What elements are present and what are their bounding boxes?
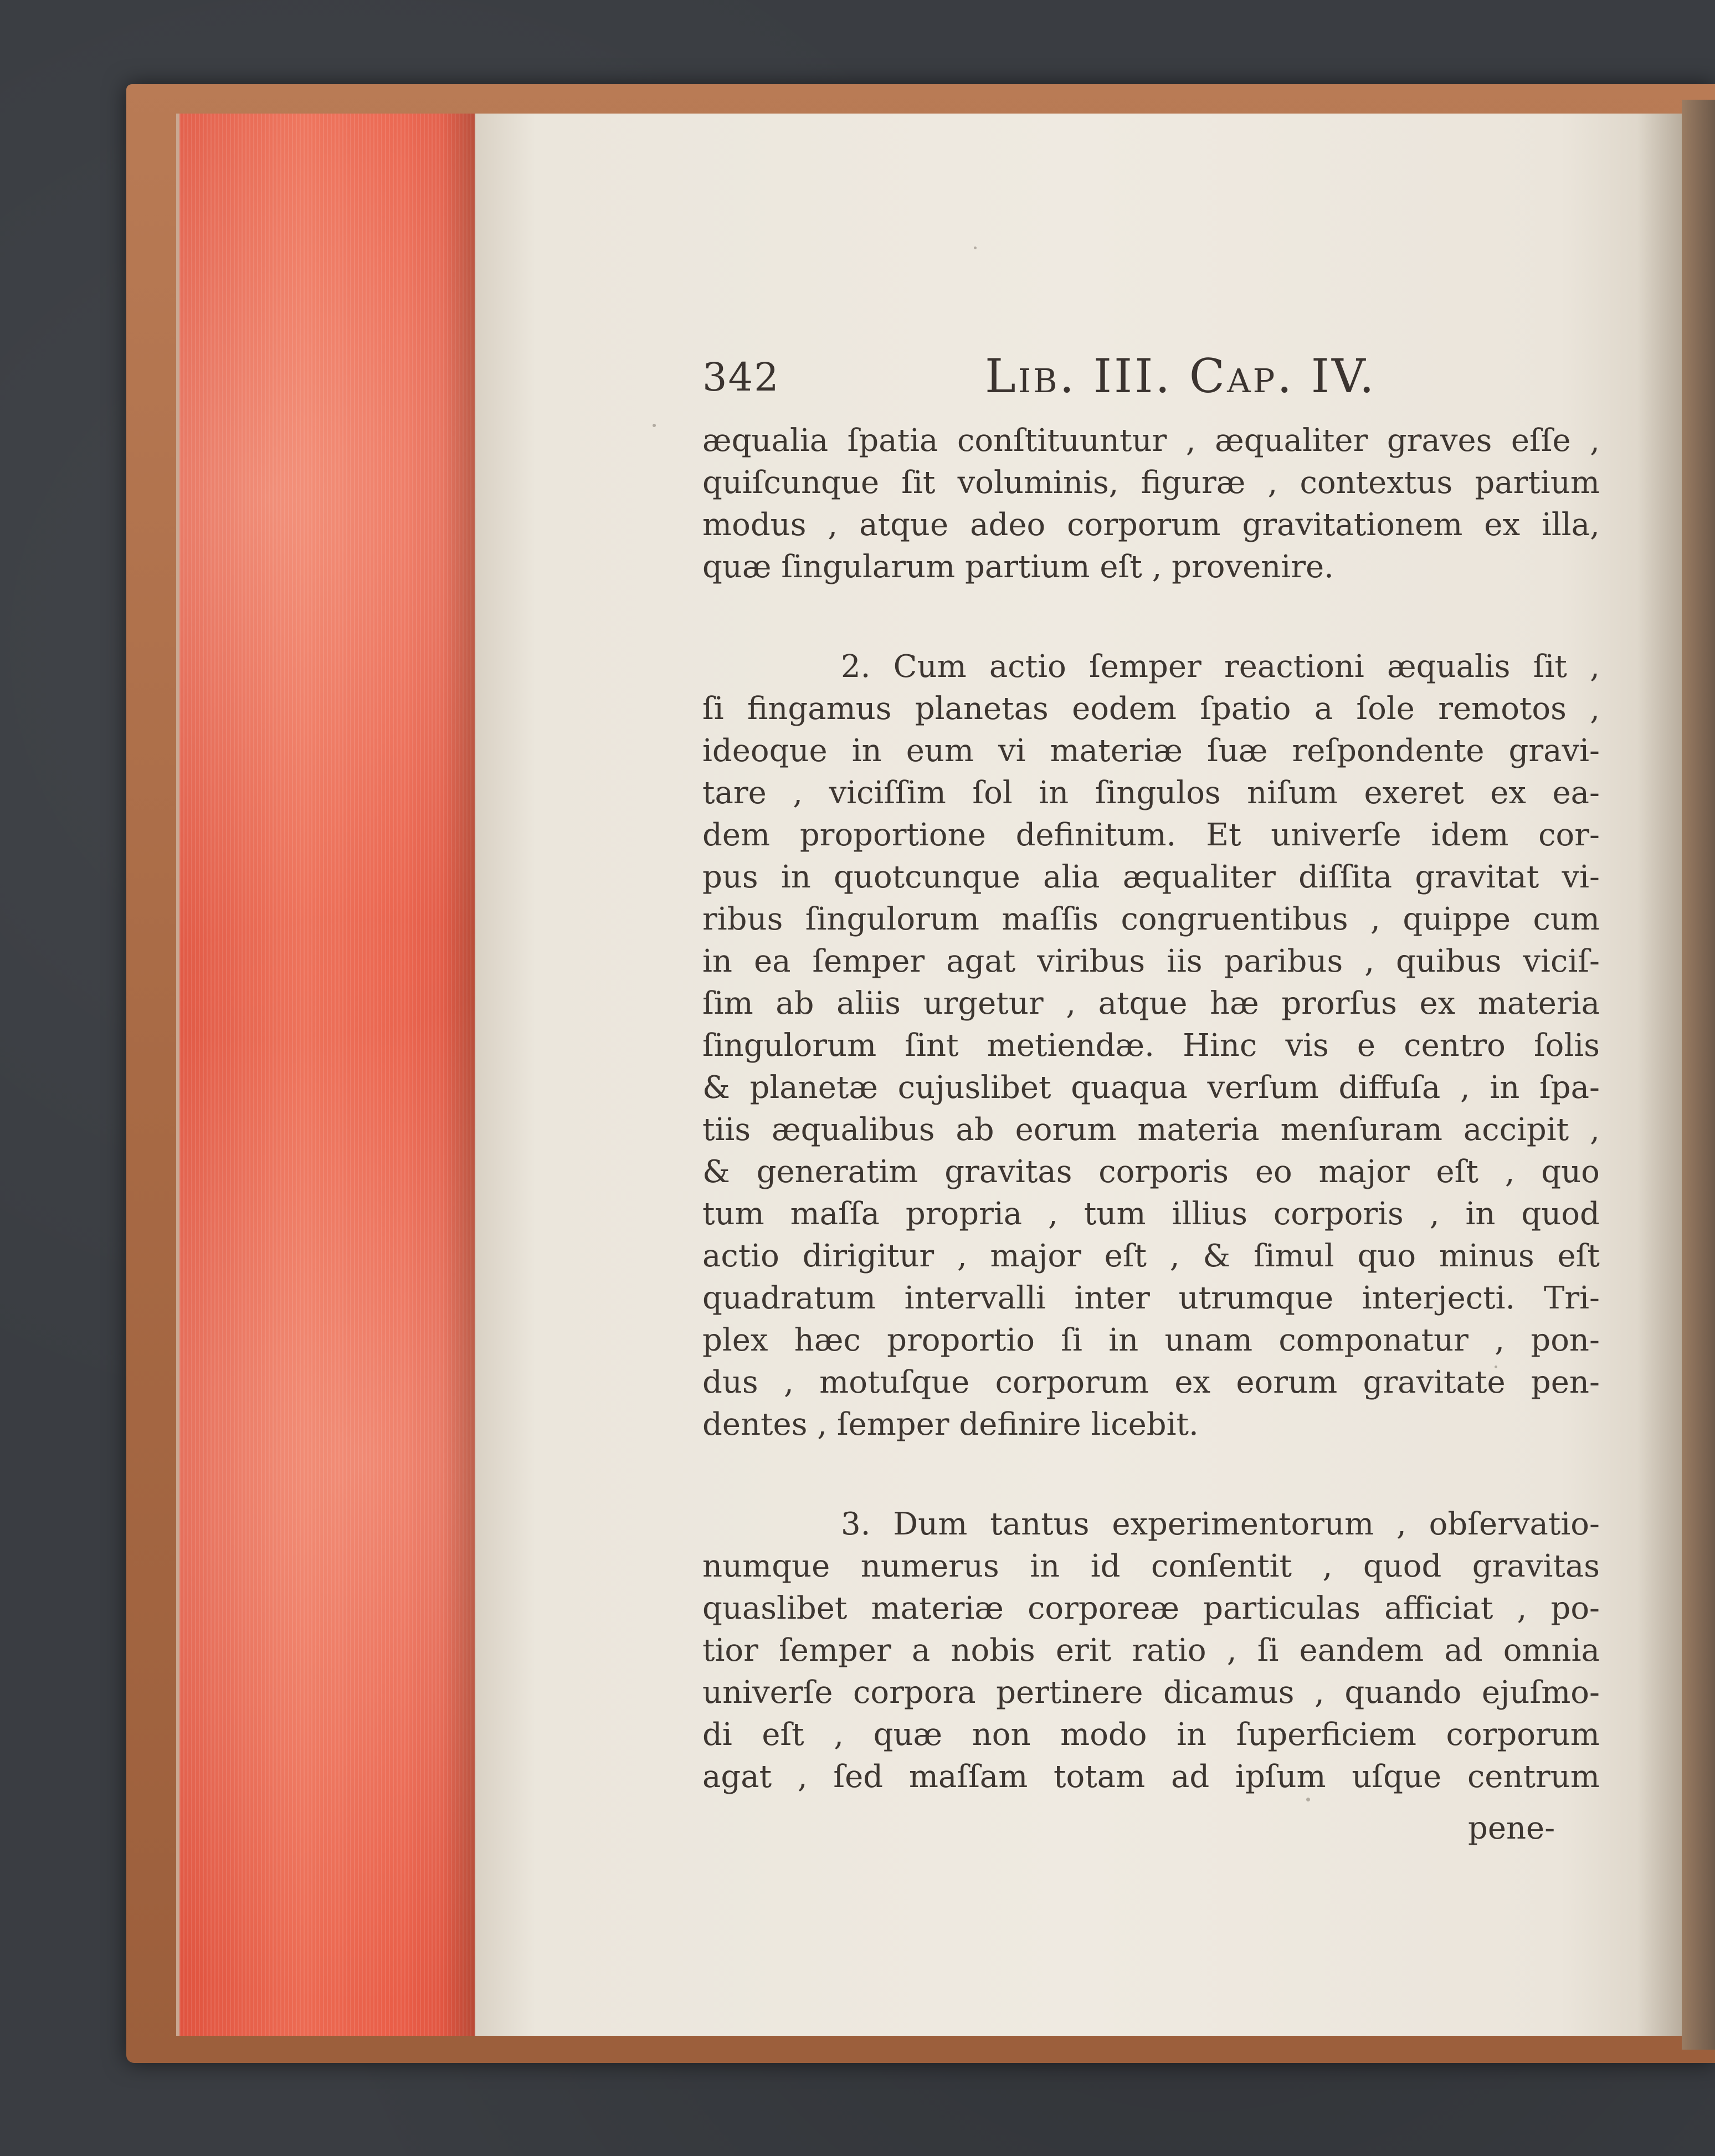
text-line: univerſe corpora pertinere dicamus , quando ejuſmo- bbox=[702, 1675, 1600, 1711]
paragraph-2 bbox=[702, 646, 1600, 1446]
page-edge-shadow bbox=[443, 114, 475, 2036]
text-line: & generatim gravitas corporis eo major eſt , quo bbox=[702, 1154, 1600, 1190]
page-gutter-shadow bbox=[1637, 114, 1682, 2036]
text-line: tum maſſa propria , tum illius corporis , in quod bbox=[702, 1196, 1600, 1232]
text-line: plex hæc proportio ſi in unam componatur , pon- bbox=[702, 1322, 1600, 1358]
text-line: pus in quotcunque alia æqualiter diſſita gravitat vi- bbox=[702, 859, 1600, 895]
text-line: agat , ſed maſſam totam ad ipſum uſque centrum bbox=[702, 1759, 1600, 1795]
page-number: 342 bbox=[702, 355, 780, 400]
binding-strip bbox=[1682, 100, 1715, 2050]
text-line: 3. Dum tantus experimentorum , obſervatio- bbox=[841, 1506, 1600, 1542]
chapter-heading: Lib. III. Cap. IV. bbox=[985, 349, 1377, 403]
text-line: dus , motuſque corporum ex eorum gravitate pen- bbox=[702, 1364, 1600, 1400]
text-line: ideoque in eum vi materiæ ſuæ reſpondente gravi- bbox=[702, 733, 1600, 769]
text-line: dem proportione definitum. Et univerſe idem cor- bbox=[702, 817, 1600, 853]
text-line: ribus ſingulorum maſſis congruentibus , quippe cum bbox=[702, 901, 1600, 937]
text-line: æqualia ſpatia conſtituuntur , æqualiter graves eſſe , bbox=[702, 423, 1600, 459]
body-text bbox=[702, 420, 1600, 1798]
text-line: 2. Cum actio ſemper reactioni æqualis ſit , bbox=[841, 649, 1600, 685]
text-line: ſim ab aliis urgetur , atque hæ prorſus ex materia bbox=[702, 985, 1600, 1021]
text-line: numque numerus in id conſentit , quod gravitas bbox=[702, 1548, 1600, 1584]
text-line: ſingulorum ſint metiendæ. Hinc vis e centro ſolis bbox=[702, 1028, 1600, 1064]
text-line: ſi fingamus planetas eodem ſpatio a ſole remotos , bbox=[702, 691, 1600, 727]
paragraph-3 bbox=[702, 1503, 1600, 1798]
text-line: quadratum intervalli inter utrumque interjecti. Tri- bbox=[702, 1280, 1600, 1316]
text-line: modus , atque adeo corporum gravitationem ex illa, bbox=[702, 507, 1600, 543]
page-edge-red bbox=[176, 114, 479, 2036]
text-line: tare , viciſſim ſol in ſingulos niſum exeret ex ea- bbox=[702, 775, 1600, 811]
paragraph-1 bbox=[702, 420, 1600, 588]
text-line: quiſcunque ſit voluminis, figuræ , contextus partium bbox=[702, 465, 1600, 501]
text-line: in ea ſemper agat viribus iis paribus , quibus viciſ- bbox=[702, 943, 1600, 979]
running-head bbox=[702, 349, 1377, 415]
text-line: di eſt , quæ non modo in ſuperficiem corporum bbox=[702, 1717, 1600, 1753]
text-line: actio dirigitur , major eſt , & ſimul quo minus eſt bbox=[702, 1238, 1600, 1274]
text-line: & planetæ cujuslibet quaqua verſum diffuſa , in ſpa- bbox=[702, 1070, 1600, 1106]
catchword: pene- bbox=[1468, 1810, 1555, 1846]
text-line: tiis æqualibus ab eorum materia menſuram accipit , bbox=[702, 1112, 1600, 1148]
text-line: quæ ſingularum partium eſt , provenire. bbox=[702, 549, 1334, 585]
text-line: dentes , ſemper definire licebit. bbox=[702, 1406, 1199, 1443]
text-line: quaslibet materiæ corporeæ particulas afficiat , po- bbox=[702, 1590, 1600, 1626]
text-line: tior ſemper a nobis erit ratio , ſi eandem ad omnia bbox=[702, 1633, 1600, 1669]
